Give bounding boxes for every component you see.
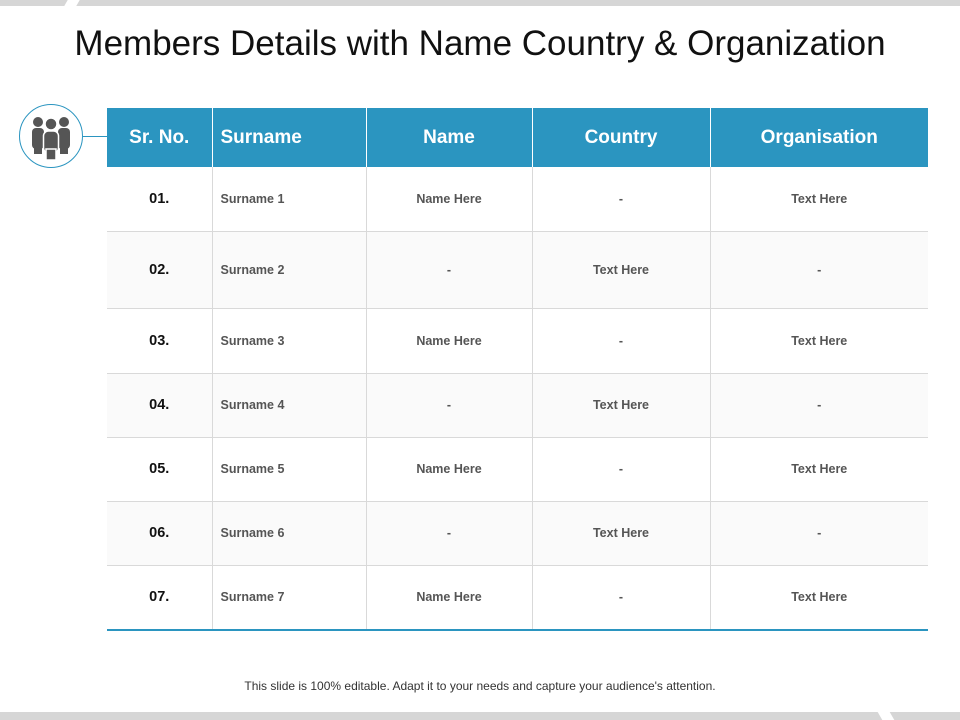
cell-organisation: - [710, 231, 928, 308]
cell-name: - [366, 231, 532, 308]
cell-organisation: - [710, 501, 928, 565]
table-row [107, 565, 928, 630]
cell-organisation: Text Here [710, 437, 928, 501]
cell-organisation: Text Here [710, 167, 928, 231]
cell-country: Text Here [532, 373, 710, 437]
cell-surname: Surname 5 [212, 437, 366, 501]
cell-country: - [532, 308, 710, 373]
cell-country: - [532, 437, 710, 501]
icon-connector-line [83, 136, 108, 137]
header-surname: Surname [212, 108, 366, 167]
cell-name: - [366, 501, 532, 565]
table-row [107, 308, 928, 373]
cell-sr-no: 02. [107, 231, 212, 308]
table-row [107, 437, 928, 501]
cell-country: Text Here [532, 501, 710, 565]
cell-sr-no: 04. [107, 373, 212, 437]
table-row [107, 501, 928, 565]
cell-name: - [366, 373, 532, 437]
footer-note: This slide is 100% editable. Adapt it to your needs and capture your audience's attention. [244, 679, 716, 693]
table-row [107, 231, 928, 308]
cell-sr-no: 03. [107, 308, 212, 373]
page-title: Members Details with Name Country & Organization [74, 24, 886, 63]
cell-name: Name Here [366, 167, 532, 231]
cell-country: - [532, 167, 710, 231]
table-header-row [107, 108, 928, 167]
header-organisation: Organisation [710, 108, 928, 167]
table-row [107, 373, 928, 437]
cell-surname: Surname 4 [212, 373, 366, 437]
table-row [107, 167, 928, 231]
header-sr-no: Sr. No. [107, 108, 212, 167]
cell-sr-no: 06. [107, 501, 212, 565]
cell-organisation: Text Here [710, 565, 928, 630]
header-country: Country [532, 108, 710, 167]
bottom-decor-bar [0, 712, 960, 720]
cell-organisation: Text Here [710, 308, 928, 373]
cell-name: Name Here [366, 565, 532, 630]
top-decor-bar [0, 0, 960, 6]
cell-sr-no: 07. [107, 565, 212, 630]
members-table [107, 108, 928, 631]
header-name: Name [366, 108, 532, 167]
cell-name: Name Here [366, 308, 532, 373]
cell-surname: Surname 3 [212, 308, 366, 373]
cell-surname: Surname 2 [212, 231, 366, 308]
cell-sr-no: 01. [107, 167, 212, 231]
cell-country: - [532, 565, 710, 630]
cell-surname: Surname 7 [212, 565, 366, 630]
cell-name: Name Here [366, 437, 532, 501]
cell-organisation: - [710, 373, 928, 437]
cell-surname: Surname 1 [212, 167, 366, 231]
cell-surname: Surname 6 [212, 501, 366, 565]
cell-sr-no: 05. [107, 437, 212, 501]
cell-country: Text Here [532, 231, 710, 308]
people-group-icon [19, 104, 83, 168]
